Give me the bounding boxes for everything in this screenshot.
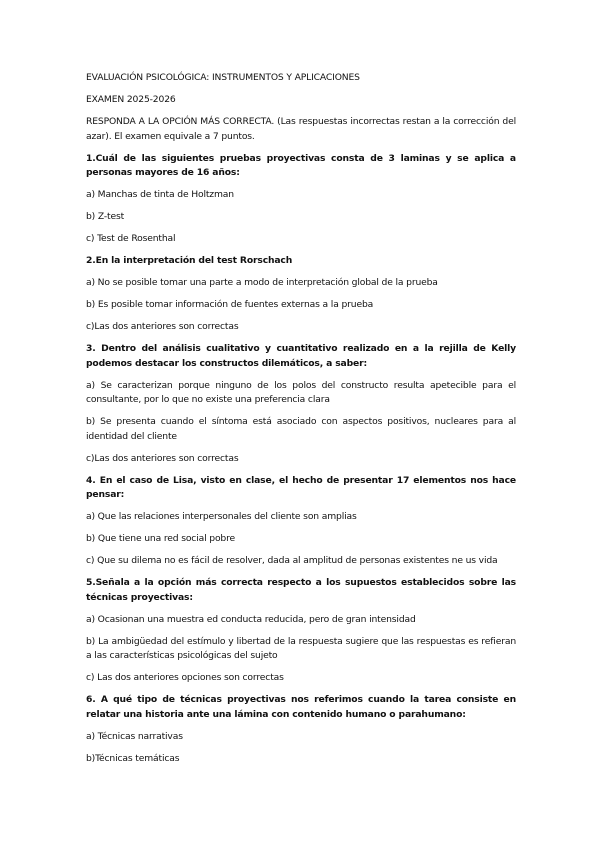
exam-title: EVALUACIÓN PSICOLÓGICA: INSTRUMENTOS Y APLICACIONES xyxy=(86,72,360,83)
question-2: 2.En la interpretación del test Rorschach xyxy=(86,255,293,266)
question-5: 5.Señala a la opción más correcta respecto a los supuestos establecidos sobre las técnicas proyectivas: xyxy=(86,577,516,603)
question-4-option-b: b) Que tiene una red social pobre xyxy=(86,533,236,544)
question-6-option-b: b)Técnicas temáticas xyxy=(86,752,180,764)
question-6: 6. A qué tipo de técnicas proyectivas nos referimos cuando la tarea consiste en relatar una historia ante una lámina con contenido humano o parahumano: xyxy=(86,694,516,720)
question-2-option-b: b) Es posible tomar información de fuentes externas a la prueba xyxy=(86,299,374,310)
exam-instructions: RESPONDA A LA OPCIÓN MÁS CORRECTA. (Las respuestas incorrectas restan a la corrección del azar). El examen equivale a 7 puntos. xyxy=(86,116,516,142)
question-5-option-b: b) La ambigüedad del estímulo y libertad de la respuesta sugiere que las respuestas es refieran a las características psicológicas del sujeto xyxy=(86,635,516,661)
question-4: 4. En el caso de Lisa, visto en clase, el hecho de presentar 17 elementos nos hace pensar: xyxy=(86,474,516,500)
question-3-option-a: a) Se caracterizan porque ninguno de los polos del constructo resulta apetecible para el consultante, por lo que no existe una preferencia clara xyxy=(86,379,516,405)
question-5-option-a: a) Ocasionan una muestra ed conducta reducida, pero de gran intensidad xyxy=(86,613,416,625)
exam-year: EXAMEN 2025-2026 xyxy=(86,94,176,105)
question-5-option-c: c) Las dos anteriores opciones son correctas xyxy=(86,672,284,683)
question-3-option-c: c)Las dos anteriores son correctas xyxy=(86,452,239,464)
question-4-option-a: a) Que las relaciones interpersonales del cliente son amplias xyxy=(86,511,357,522)
question-2-option-a: a) No se posible tomar una parte a modo de interpretación global de la prueba xyxy=(86,277,438,288)
question-2-option-c: c)Las dos anteriores son correctas xyxy=(86,321,239,332)
question-4-option-c: c) Que su dilema no es fácil de resolver, dada al amplitud de personas existentes ne us vida xyxy=(86,555,498,566)
question-1-option-c: c) Test de Rosenthal xyxy=(86,233,176,244)
question-3-option-b: b) Se presenta cuando el síntoma está asociado con aspectos positivos, nucleares para al identidad del cliente xyxy=(86,416,516,442)
exam-content xyxy=(86,71,516,774)
question-1-option-b: b) Z-test xyxy=(86,211,125,222)
question-1-option-a: a) Manchas de tinta de Holtzman xyxy=(86,189,234,200)
question-1: 1.Cuál de las siguientes pruebas proyectivas consta de 3 laminas y se aplica a personas mayores de 16 años: xyxy=(86,152,516,178)
question-3: 3. Dentro del análisis cualitativo y cuantitativo realizado en a la rejilla de Kelly podemos destacar los constructos dilemáticos, a saber: xyxy=(86,343,516,369)
question-6-option-a: a) Técnicas narrativas xyxy=(86,730,183,742)
